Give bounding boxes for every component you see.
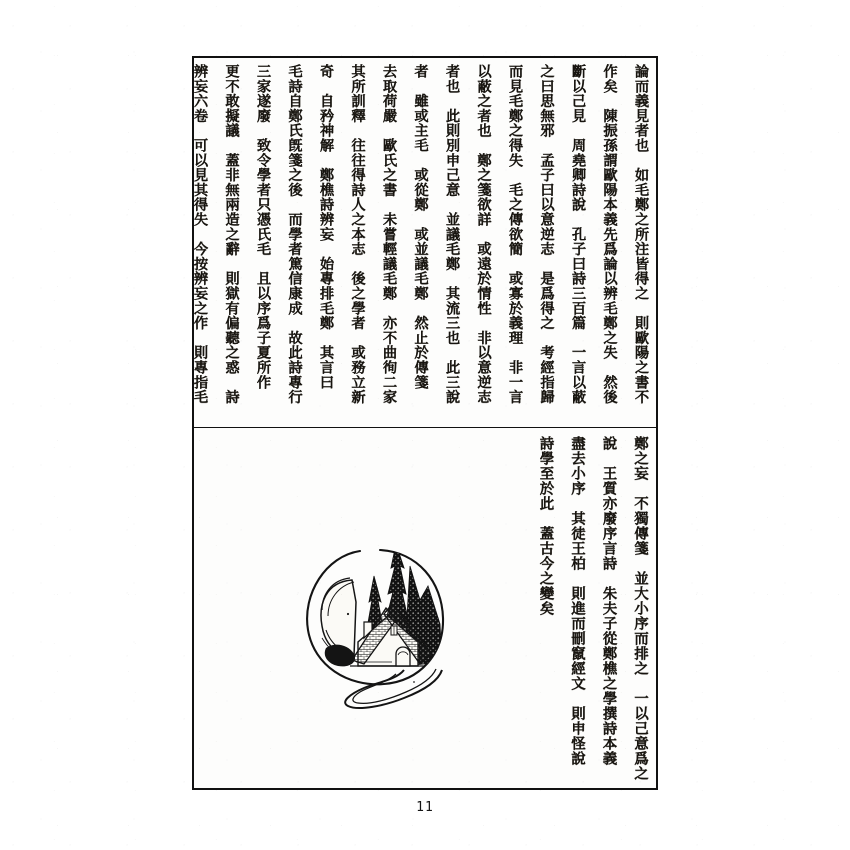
text-column: 說 王質亦廢序言詩 朱夫子從鄭樵之學撰詩本義: [600, 436, 618, 766]
text-column: 斷以己見 周堯卿詩說 孔子曰詩三百篇 一言以蔽: [570, 64, 586, 405]
text-column: 詩學至於此 蓋古今之變矣: [537, 436, 555, 616]
text-column: 而見毛鄭之得失 毛之傳欲簡 或寡於義理 非一言: [507, 64, 523, 405]
text-column: 之曰思無邪 孟子曰以意逆志 是爲得之 考經指歸: [538, 64, 555, 405]
text-column: 作矣 陳振孫謂歐陽本義先爲論以辨毛鄭之失 然後: [601, 64, 618, 405]
text-column: 三家遂廢 致令學者只憑氏毛 且以序爲子夏所作: [255, 64, 271, 390]
section-divider-rule: [194, 427, 656, 428]
text-column: 去取荷嚴 歐氏之書 未嘗輕議毛鄭 亦不曲徇二家: [381, 64, 397, 405]
text-column: 者 雖或主毛 或從鄭 或並議毛鄭 然止於傳箋: [412, 64, 429, 390]
text-column: 論而義見者也 如毛鄭之所注皆得之 則歐陽之書不: [633, 64, 649, 405]
text-column: 奇 自矜神解 鄭樵詩辨妄 始專排毛鄭 其言曰: [318, 64, 334, 390]
page-number: 11: [416, 800, 434, 815]
text-column: 以蔽之者也 鄭之箋欲詳 或遠於情性 非以意逆志: [475, 64, 492, 405]
text-column: 其所訓釋 往往得詩人之本志 後之學者 或務立新: [349, 64, 366, 405]
top-text-block: [192, 64, 649, 424]
printed-text-frame: [192, 56, 658, 790]
cottage-vignette-illustration: [292, 542, 462, 712]
text-column: 鄭之妄 不獨傳箋 並大小序而排之 一以己意爲之: [632, 436, 649, 781]
text-column: 盡去小序 其徒王柏 則進而刪竄經文 則申怪說: [569, 436, 586, 766]
text-column: 者也 此則別申己意 並議毛鄭 其流三也 此三說: [444, 64, 460, 405]
text-column: 毛詩自鄭氏旣箋之後 而學者篤信康成 故此詩專行: [286, 64, 303, 405]
text-column: 辨妄六卷 可以見其得失 今按辨妄之作 則專指毛: [192, 64, 208, 405]
text-column: 更不敢擬議 蓋非無兩造之辭 則獄有偏聽之惑 詩: [223, 64, 240, 405]
